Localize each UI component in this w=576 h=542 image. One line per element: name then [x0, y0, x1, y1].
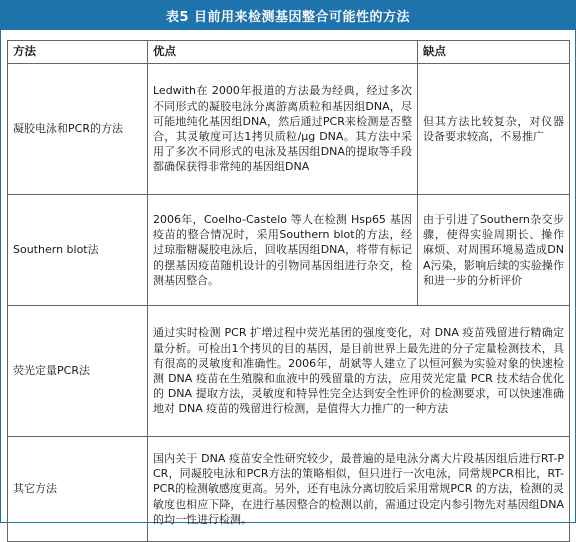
- table-row: [8, 437, 570, 542]
- table-row: [8, 64, 570, 195]
- row-method-cell: 荧光定量PCR法: [8, 306, 148, 437]
- methods-table: [7, 40, 570, 542]
- table-header-row: [8, 41, 570, 64]
- row-method-cell: 其它方法: [8, 437, 148, 542]
- row-method-cell: Southern blot法: [8, 195, 148, 306]
- row-advantage-cell: Ledwith在 2000年报道的方法最为经典，经过多次不同形式的凝胶电泳分离游离质粒和基因组DNA，尽可能地纯化基因组DNA，然后通过PCR来检测是否整合，其灵敏度可达1拷贝质粒/μg DNA。其方法中采用了多次不同形式的电泳及基因组DNA的提取等手段都确保获得非常纯的基因组DNA: [148, 64, 418, 195]
- row-disadvantage-cell: 由于引进了Southern杂交步骤，使得实验周期长、操作麻烦、对周围环境易造成DNA污染，影响后续的实验操作和进一步的分析评价: [418, 195, 570, 306]
- table-container: [7, 40, 569, 542]
- row-advantage-cell: 2006年，Coelho-Castelo 等人在检测 Hsp65 基因疫苗的整合情况时，采用Southern blot的方法，经过琼脂糖凝胶电泳后，回收基因组DNA，将带有标记的摆基因疫苗随机设计的引物同基因组进行杂交，检测基因整合。: [148, 195, 418, 306]
- table-row: [8, 195, 570, 306]
- row-combined-cell: 通过实时检测 PCR 扩增过程中荧光基团的强度变化，对 DNA 疫苗残留进行精确定量分析。可检出1个拷贝的目的基因，是目前世界上最先进的分子定量检测技术，具有很高的灵敏度和准确性。2006年，胡斌等人建立了以恒河猴为实验对象的快速检测 DNA 疫苗在生殖腺和血液中的残留量的方法，应用荧光定量 PCR 技术结合优化的 DNA 提取方法，灵敏度和特异性完全达到安全性评价的检测要求，可以快速准确地对 DNA 疫苗的残留进行检测，是值得大力推广的一种方法: [148, 306, 570, 437]
- row-method-cell: 凝胶电泳和PCR的方法: [8, 64, 148, 195]
- header-disadvantage: 缺点: [418, 41, 570, 64]
- table-title: 表5 目前用来检测基因整合可能性的方法: [1, 1, 575, 30]
- table-row: [8, 306, 570, 437]
- header-method: 方法: [8, 41, 148, 64]
- row-combined-cell: 国内关于 DNA 疫苗安全性研究较少，最普遍的是电泳分离大片段基因组后进行RT-PCR，同凝胶电泳和PCR方法的策略相似，但只进行一次电泳，同常规PCR相比，RT-PCR的检测敏感度更高。另外，还有电泳分离切胶后采用常规PCR 的方法，检测的灵敏度也相应下降，在进行基因整合的检测以前，需通过设定内参引物先对基因组DNA的均一性进行检测。: [148, 437, 570, 542]
- row-disadvantage-cell: 但其方法比较复杂，对仪器设备要求较高，不易推广: [418, 64, 570, 195]
- header-advantage: 优点: [148, 41, 418, 64]
